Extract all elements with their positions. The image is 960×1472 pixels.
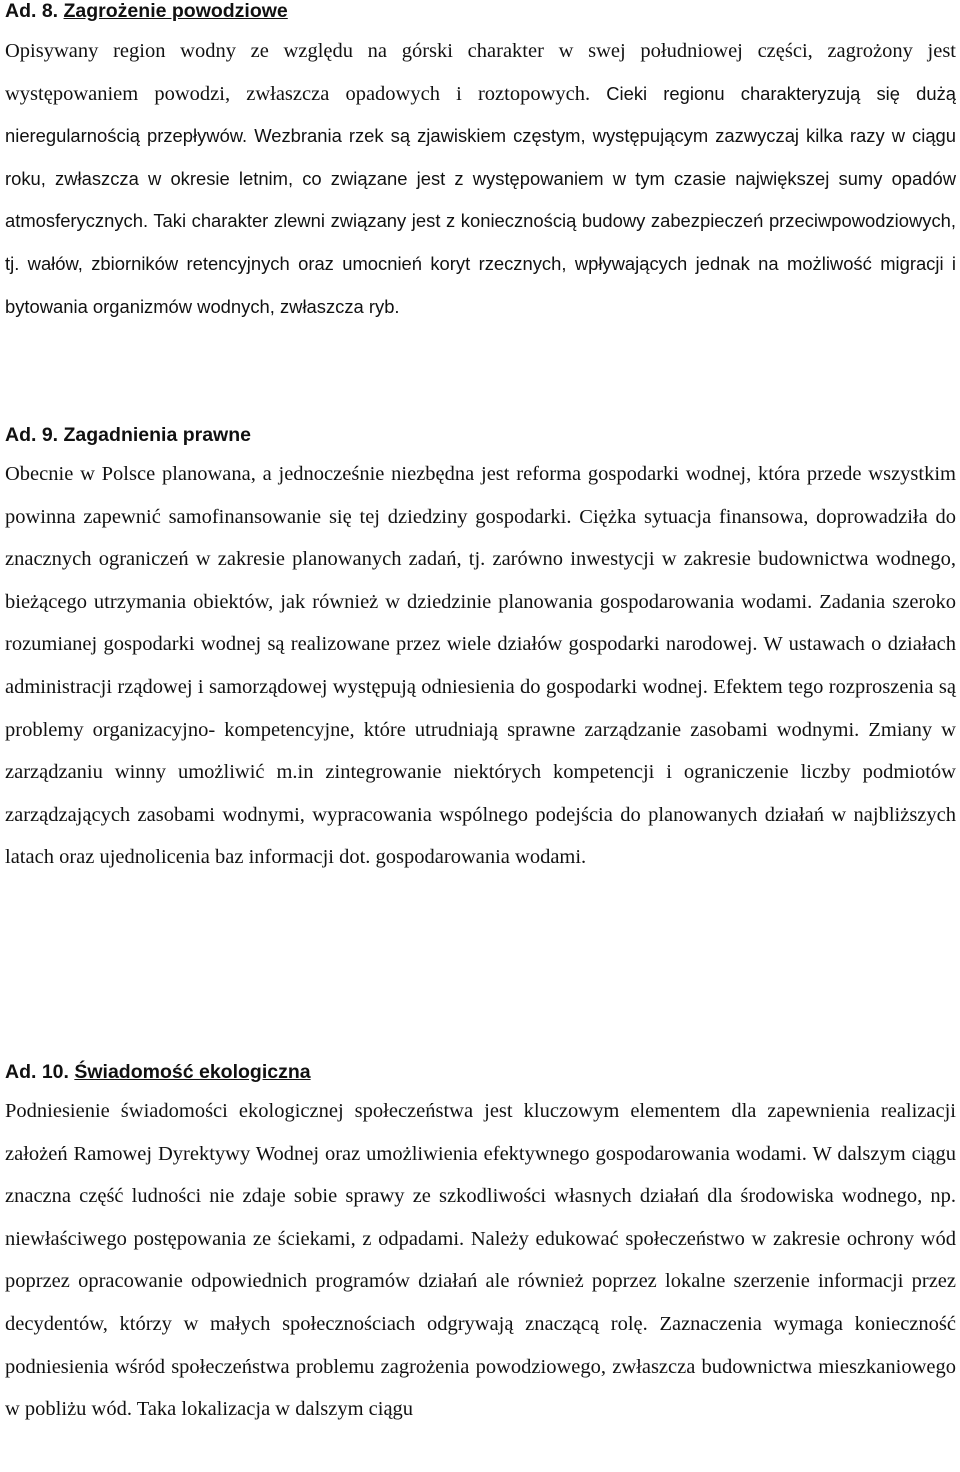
section-number: Ad. 10. bbox=[5, 1061, 69, 1083]
section-ad-10 bbox=[5, 1061, 956, 1431]
paragraph-text-sans: Cieki regionu charakteryzują się dużą nieregularnością przepływów. Wezbrania rzek są zjawiskiem częstym, występującym zazwyczaj kilka razy w ciągu roku, zwłaszcza w okresie letnim, co związane jest z występowaniem w tym czasie największej sumy opadów atmosferycznych. Taki charakter zlewni związany jest z koniecznością budowy zabezpieczeń przeciwpowodziowych, tj. wałów, zbiorników retencyjnych oraz umocnień koryt rzecznych, wpływających jednak na możliwość migracji i bytowania organizmów wodnych, zwłaszcza ryb. bbox=[5, 82, 956, 317]
section-paragraph bbox=[5, 30, 956, 328]
section-paragraph: Obecnie w Polsce planowana, a jednocześnie niezbędna jest reforma gospodarki wodnej, która przede wszystkim powinna zapewnić samofinansowanie się tej dziedziny gospodarki. Ciężka sytuacja finansowa, doprowadziła do znacznych ograniczeń w zakresie planowanych zadań, tj. zarówno inwestycji w zakresie budownictwa wodnego, bieżącego utrzymania obiektów, jak również w dziedzinie planowania gospodarowania wodami. Zadania szeroko rozumianej gospodarki wodnej są realizowane przez wiele działów gospodarki narodowej. W ustawach o działach administracji rządowej i samorządowej występują odniesienia do gospodarki wodnej. Efektem tego rozproszenia są problemy organizacyjno- kompetencyjne, które utrudniają sprawne zarządzanie zasobami wodnymi. Zmiany w zarządzaniu winny umożliwić m.in zintegrowanie niektórych kompetencji i ograniczenie liczby podmiotów zarządzających zasobami wodnymi, wypracowania wspólnego podejścia do planowanych działań w najbliższych latach oraz ujednolicenia baz informacji dot. gospodarowania wodami. bbox=[5, 463, 956, 869]
paragraph-text: Opisywany region wodny ze względu na górski charakter w swej południowej części, zagrożony jest występowaniem powodzi, zwłaszcza opadowych i roztopowych. bbox=[5, 40, 956, 105]
section-paragraph: Podniesienie świadomości ekologicznej społeczeństwa jest kluczowym elementem dla zapewnienia realizacji założeń Ramowej Dyrektywy Wodnej oraz umożliwienia efektywnego gospodarowania wodami. W dalszym ciągu znaczna część ludności nie zdaje sobie sprawy ze szkodliwości własnych działań dla środowiska wodnego, np. niewłaściwego postępowania ze ściekami, z odpadami. Należy edukować społeczeństwo w zakresie ochrony wód poprzez opracowanie odpowiednich programów działań ale również poprzez lokalne szerzenie informacji przez decydentów, którzy w małych społecznościach odgrywają znaczącą rolę. Zaznaczenia wymaga konieczność podniesienia wśród społeczeństwa problemu zagrożenia powodziowego, zwłaszcza budownictwa mieszkaniowego w pobliżu wód. Taka lokalizacja w dalszym ciągu bbox=[5, 1100, 956, 1421]
section-number: Ad. 9. bbox=[5, 424, 59, 446]
section-heading bbox=[5, 1061, 956, 1083]
section-heading bbox=[5, 424, 956, 446]
section-ad-9 bbox=[5, 424, 956, 879]
section-ad-8 bbox=[5, 0, 956, 328]
section-title: Zagadnienia prawne bbox=[63, 424, 251, 446]
section-number: Ad. 8. bbox=[5, 0, 59, 22]
section-title: Zagrożenie powodziowe bbox=[63, 0, 288, 22]
section-heading bbox=[5, 0, 956, 22]
section-title: Świadomość ekologiczna bbox=[74, 1061, 311, 1083]
